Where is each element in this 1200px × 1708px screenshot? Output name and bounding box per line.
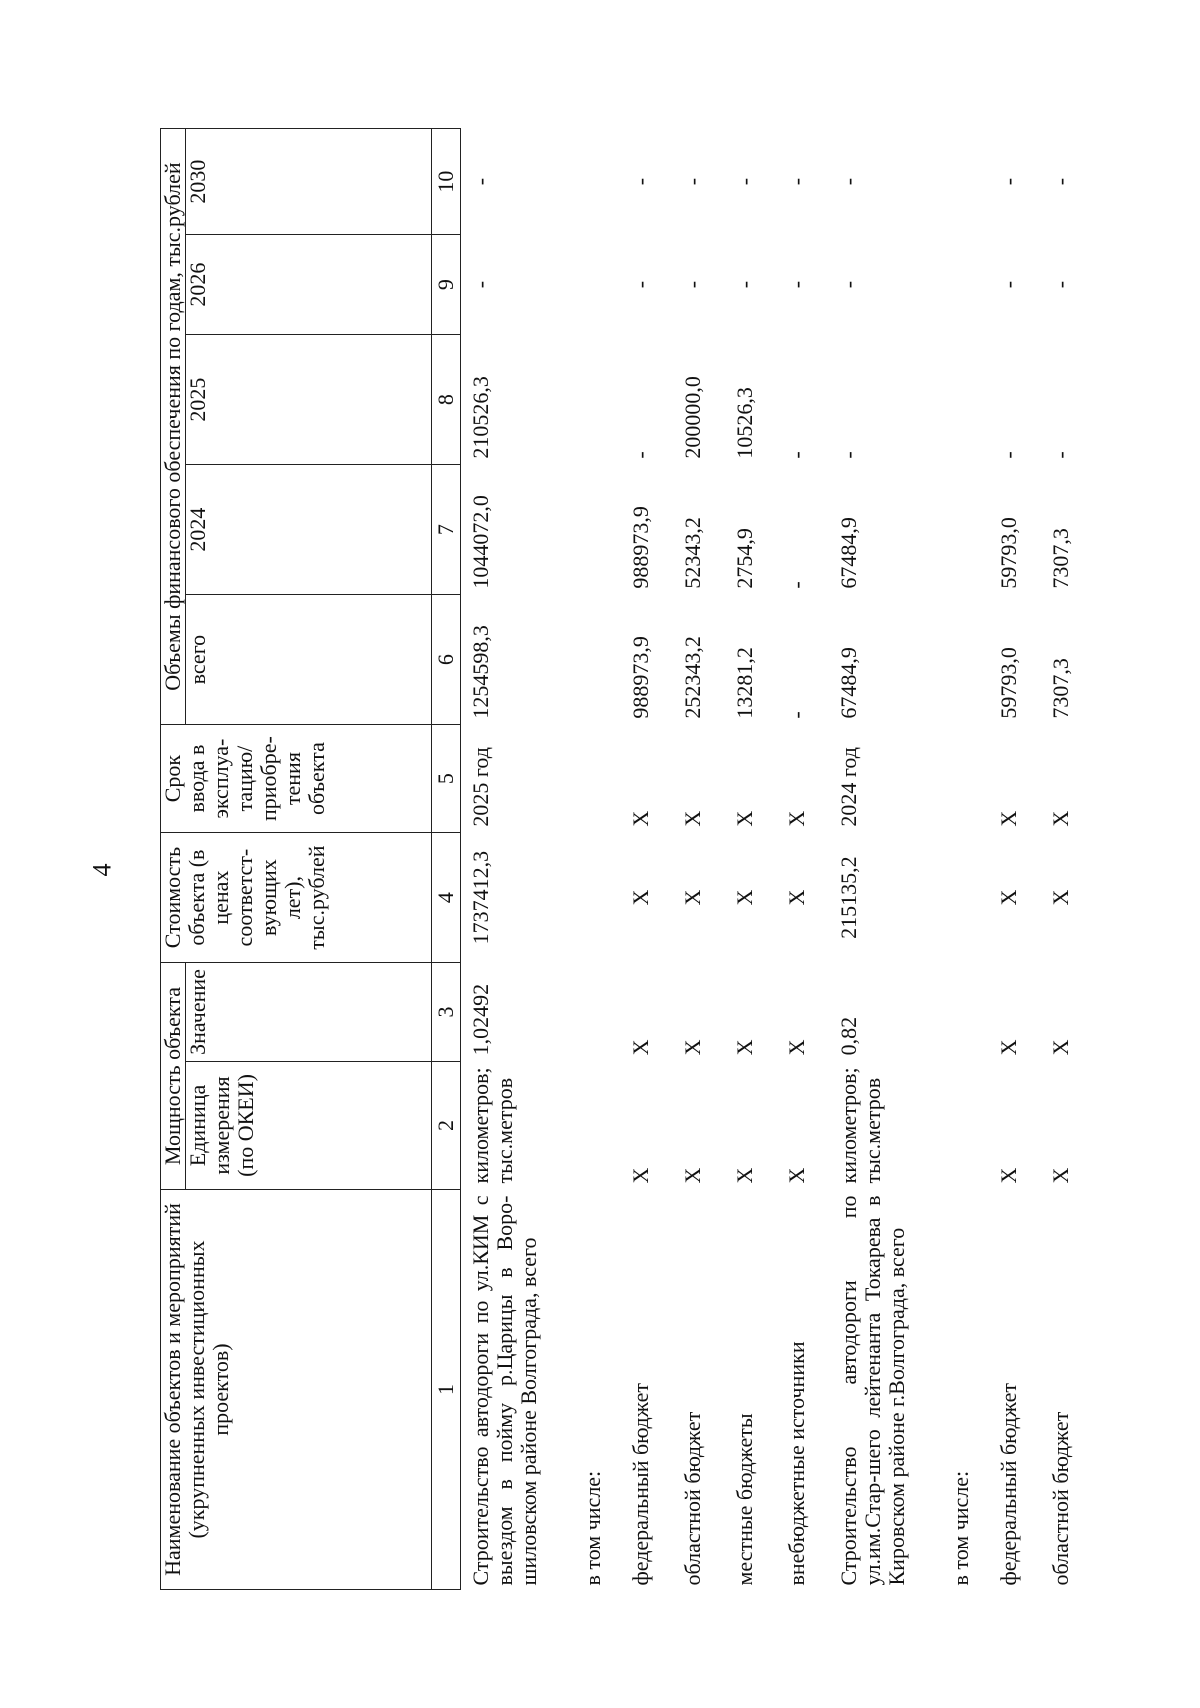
- column-number: 9: [432, 235, 461, 335]
- row-value: X: [995, 1039, 1021, 1056]
- row-total: -: [783, 711, 809, 719]
- row-term: [941, 725, 989, 833]
- table-row: [1041, 129, 1093, 1590]
- row-value: 0,82: [835, 1016, 861, 1056]
- row-unit: X: [731, 1167, 757, 1184]
- row-year-2030: [941, 129, 989, 235]
- row-value: [573, 963, 621, 1062]
- row-value: X: [731, 1039, 757, 1056]
- row-name: Строительство автодороги по ул.им.Стар-шего лейтенанта Токарева в Кировском районе г.Волгограда, всего: [835, 1195, 909, 1586]
- row-year-2030: -: [679, 177, 705, 186]
- row-year-2030: -: [731, 177, 757, 186]
- header-year-2025: 2025: [186, 335, 432, 465]
- table-row: [829, 129, 941, 1590]
- table-row: [673, 129, 725, 1590]
- row-total: [573, 595, 621, 725]
- row-year-2024: 1044072,0: [468, 495, 493, 589]
- row-name: федеральный бюджет: [995, 1383, 1021, 1586]
- row-year-2026: -: [627, 280, 653, 289]
- row-term: 2025 год: [468, 747, 493, 827]
- table-row: [777, 129, 829, 1590]
- row-cost: X: [627, 889, 653, 906]
- table-row: [461, 129, 573, 1590]
- row-total: 252343,2: [679, 636, 705, 719]
- row-total: 67484,9: [835, 647, 861, 719]
- financing-table: [160, 128, 1093, 1590]
- row-unit: X: [1047, 1167, 1073, 1184]
- row-year-2030: -: [783, 177, 809, 186]
- header-year-2030: 2030: [186, 129, 432, 235]
- row-unit: X: [995, 1167, 1021, 1184]
- row-year-2024: [573, 465, 621, 595]
- column-number: 2: [432, 1061, 461, 1189]
- row-name: внебюджетные источники: [783, 1341, 809, 1586]
- row-year-2024: 67484,9: [835, 517, 861, 589]
- row-year-2030: -: [1047, 177, 1073, 186]
- row-year-2024: 2754,9: [731, 528, 757, 589]
- row-year-2026: -: [1047, 280, 1073, 289]
- column-number: 4: [432, 833, 461, 963]
- table-row: [621, 129, 673, 1590]
- row-year-2025: -: [835, 451, 861, 459]
- row-cost: 1737412,3: [468, 850, 493, 945]
- header-total: всего: [186, 595, 432, 725]
- row-year-2026: -: [731, 280, 757, 289]
- row-year-2024: [941, 465, 989, 595]
- header-cost: Стоимость объекта (в ценах соответст-вующих лет), тыс.рублей: [161, 833, 432, 963]
- row-name: областной бюджет: [1047, 1411, 1073, 1586]
- row-cost: [941, 833, 989, 963]
- column-number: 8: [432, 335, 461, 465]
- row-cost: X: [731, 889, 757, 906]
- row-year-2026: -: [468, 280, 493, 289]
- row-unit: X: [783, 1167, 809, 1184]
- row-value: X: [1047, 1039, 1073, 1056]
- header-term: Срок ввода в эксплуа-тацию/ приобре-тения объекта: [161, 725, 432, 833]
- row-unit: километров; тыс.метров: [835, 1067, 885, 1184]
- header-unit: Единица измерения (по ОКЕИ): [186, 1061, 432, 1189]
- row-year-2025: [573, 335, 621, 465]
- table-row: [725, 129, 777, 1590]
- row-year-2025: -: [627, 451, 653, 459]
- row-name: областной бюджет: [679, 1411, 705, 1586]
- row-value: [941, 963, 989, 1062]
- column-number: 7: [432, 465, 461, 595]
- row-term: X: [731, 810, 757, 827]
- row-term: X: [627, 810, 653, 827]
- row-cost: X: [995, 889, 1021, 906]
- table-row: [989, 129, 1041, 1590]
- row-total: 1254598,3: [468, 625, 493, 719]
- row-total: 13281,2: [731, 647, 757, 719]
- row-year-2025: -: [783, 451, 809, 459]
- row-total: 7307,3: [1047, 658, 1073, 719]
- row-year-2025: [941, 335, 989, 465]
- row-name: Строительство автодороги по ул.КИМ с выездом в пойму р.Царицы в Воро-шиловском районе Волгограда, всего: [468, 1195, 541, 1586]
- row-year-2026: [941, 235, 989, 335]
- row-cost: X: [1047, 889, 1073, 906]
- column-number: 5: [432, 725, 461, 833]
- row-year-2025: -: [995, 451, 1021, 459]
- row-year-2025: 210526,3: [468, 376, 493, 459]
- header-finance-group: Объемы финансового обеспечения по годам, тыс.рублей: [161, 129, 186, 725]
- row-year-2024: 7307,3: [1047, 528, 1073, 589]
- table-body: [461, 129, 1093, 1590]
- column-number: 1: [432, 1190, 461, 1590]
- row-cost: X: [679, 889, 705, 906]
- page-number: 4: [87, 863, 117, 877]
- row-year-2024: 59793,0: [995, 517, 1021, 589]
- row-year-2030: [573, 129, 621, 235]
- table-row: [573, 129, 621, 1590]
- row-cost: 215135,2: [835, 856, 861, 939]
- row-year-2030: -: [835, 177, 861, 186]
- row-year-2024: -: [783, 581, 809, 589]
- row-year-2026: -: [679, 280, 705, 289]
- row-year-2025: 200000,0: [679, 376, 705, 459]
- row-total: [941, 595, 989, 725]
- table-header: [161, 129, 461, 1590]
- row-unit: [941, 1061, 989, 1189]
- header-value: Значение: [186, 963, 432, 1062]
- header-name: Наименование объектов и мероприятий (укрупненных инвестиционных проектов): [161, 1190, 432, 1590]
- row-total: 59793,0: [995, 647, 1021, 719]
- header-year-2024: 2024: [186, 465, 432, 595]
- row-year-2024: 988973,9: [627, 506, 653, 589]
- row-term: X: [783, 810, 809, 827]
- row-year-2026: -: [835, 280, 861, 289]
- row-year-2025: -: [1047, 451, 1073, 459]
- row-cost: [573, 833, 621, 963]
- row-name: в том числе:: [947, 1470, 973, 1586]
- column-number: 6: [432, 595, 461, 725]
- row-term: 2024 год: [835, 747, 861, 827]
- row-value: X: [627, 1039, 653, 1056]
- row-year-2026: -: [995, 280, 1021, 289]
- row-term: X: [1047, 810, 1073, 827]
- row-cost: X: [783, 889, 809, 906]
- row-year-2030: -: [627, 177, 653, 186]
- row-year-2030: -: [995, 177, 1021, 186]
- row-term: [573, 725, 621, 833]
- row-term: X: [995, 810, 1021, 827]
- row-unit: километров; тыс.метров: [468, 1067, 517, 1184]
- header-year-2026: 2026: [186, 235, 432, 335]
- row-year-2030: -: [468, 177, 493, 186]
- row-term: X: [679, 810, 705, 827]
- column-number: 3: [432, 963, 461, 1062]
- row-total: 988973,9: [627, 636, 653, 719]
- header-capacity-group: Мощность объекта: [161, 963, 186, 1190]
- row-name: в том числе:: [579, 1470, 605, 1586]
- row-value: X: [783, 1039, 809, 1056]
- row-value: X: [679, 1039, 705, 1056]
- row-year-2025: 10526,3: [731, 387, 757, 459]
- header-column-numbers: [432, 129, 461, 1590]
- table-row: [941, 129, 989, 1590]
- row-unit: X: [679, 1167, 705, 1184]
- row-name: местные бюджеты: [731, 1413, 757, 1586]
- column-number: 10: [432, 129, 461, 235]
- row-unit: X: [627, 1167, 653, 1184]
- row-unit: [573, 1061, 621, 1189]
- row-name: федеральный бюджет: [627, 1383, 653, 1586]
- row-year-2026: [573, 235, 621, 335]
- row-year-2024: 52343,2: [679, 517, 705, 589]
- row-value: 1,02492: [468, 983, 493, 1056]
- row-year-2026: -: [783, 280, 809, 289]
